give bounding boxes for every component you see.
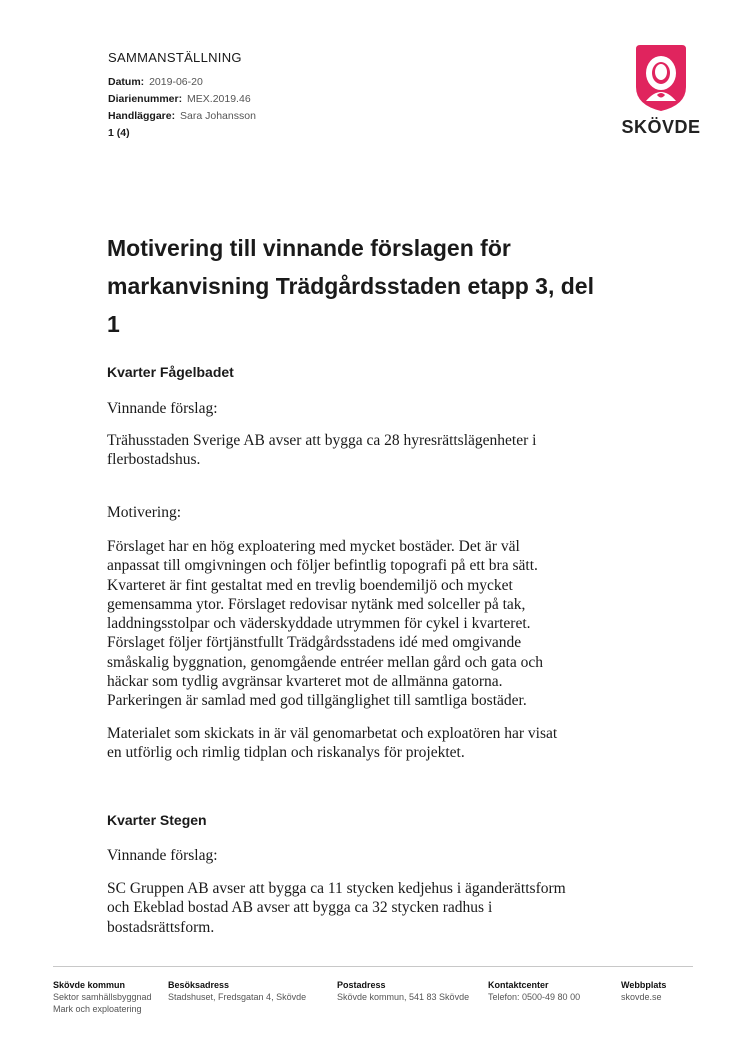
diary-label: Diarienummer: <box>108 93 183 105</box>
footer-value: Telefon: 0500-49 80 00 <box>488 992 581 1002</box>
title-line: markanvisning Trädgårdsstaden etapp 3, del <box>107 273 594 299</box>
paragraph-line: Kvarteret är fint gestaltat med en trevlig boendemiljö och mycket <box>107 576 513 594</box>
footer-organization <box>53 979 152 1015</box>
footer-postal-address <box>337 979 469 1003</box>
paragraph-line: flerbostadshus. <box>107 451 201 469</box>
paragraph-line: Förslaget följer förtjänstfullt Trädgårdsstadens idé med omgivande <box>107 634 522 652</box>
paragraph-line: gemensamma ytor. Förslaget redovisar nytänk med solceller på tak, <box>107 595 526 613</box>
footer-website <box>621 979 666 1003</box>
material-paragraph <box>107 724 607 763</box>
page-number: 1 (4) <box>108 127 130 139</box>
paragraph-line: anpassat till omgivningen och följer befintlig topografi på ett bra sätt. <box>107 557 538 575</box>
paragraph-line: Förslaget har en hög exploatering med mycket bostäder. Det är väl <box>107 538 520 555</box>
footer-value: Sektor samhällsbyggnad <box>53 992 152 1002</box>
footer-visit-address <box>168 979 306 1003</box>
paragraph-line: småskalig byggnation, genomgående entréer mellan gård och gata och <box>107 653 543 671</box>
footer-website-link[interactable]: skovde.se <box>621 992 662 1002</box>
diary-row <box>108 91 256 108</box>
paragraph-line: en utförlig och rimlig tidplan och riskanalys för projektet. <box>107 744 465 762</box>
skovde-logo <box>618 43 704 139</box>
diary-value: MEX.2019.46 <box>187 93 251 105</box>
section-heading-stegen: Kvarter Stegen <box>107 812 207 828</box>
paragraph-line: Parkeringen är samlad med god tillgänglighet till samtliga bostäder. <box>107 692 527 710</box>
paragraph-line: och Ekeblad bostad AB avser att bygga ca 32 stycken radhus i <box>107 899 493 917</box>
motivation-paragraph <box>107 537 607 711</box>
paragraph-line: laddningsstolpar och väderskyddade utrymmen för cykel i kvarteret. <box>107 615 531 633</box>
footer-contact-center <box>488 979 580 1003</box>
date-label: Datum: <box>108 76 145 88</box>
document-title <box>107 229 627 343</box>
paragraph-line: SC Gruppen AB avser att bygga ca 11 stycken kedjehus i äganderättsform <box>107 880 566 897</box>
footer-divider <box>53 966 693 967</box>
footer-heading: Skövde kommun <box>53 980 126 990</box>
title-line: Motivering till vinnande förslagen för <box>107 235 511 261</box>
footer-heading: Webbplats <box>621 980 667 990</box>
paragraph-line: häckar som tydlig avgränsar kvarteret mot de allmänna gatorna. <box>107 673 503 691</box>
paragraph-line: Materialet som skickats in är väl genomarbetat och exploatören har visat <box>107 725 558 742</box>
date-row <box>108 74 256 91</box>
motivation-label: Motivering: <box>107 504 182 521</box>
footer-value: Stadshuset, Fredsgatan 4, Skövde <box>168 992 307 1002</box>
paragraph-line: bostadsrättsform. <box>107 918 215 936</box>
title-line: 1 <box>107 311 120 337</box>
logo-text: SKÖVDE <box>621 117 701 137</box>
footer-value: Skövde kommun, 541 83 Skövde <box>337 992 470 1002</box>
footer-heading: Besöksadress <box>168 980 230 990</box>
paragraph-line: Trähusstaden Sverige AB avser att bygga ca 28 hyresrättslägenheter i <box>107 432 537 449</box>
officer-label: Handläggare: <box>108 110 176 122</box>
winner-label: Vinnande förslag: <box>107 400 218 417</box>
winner-paragraph <box>107 431 607 470</box>
officer-row <box>108 108 256 125</box>
winner-label: Vinnande förslag: <box>107 847 218 864</box>
document-type: SAMMANSTÄLLNING <box>108 50 242 65</box>
footer-value: Mark och exploatering <box>53 1004 142 1014</box>
officer-value: Sara Johansson <box>180 110 256 122</box>
footer-heading: Postadress <box>337 980 386 990</box>
document-meta <box>108 74 256 142</box>
saint-shield-icon <box>632 43 690 113</box>
date-value: 2019-06-20 <box>149 76 203 88</box>
section-heading-fagelbadet: Kvarter Fågelbadet <box>107 364 234 380</box>
winner-paragraph <box>107 879 607 937</box>
footer-heading: Kontaktcenter <box>488 980 549 990</box>
